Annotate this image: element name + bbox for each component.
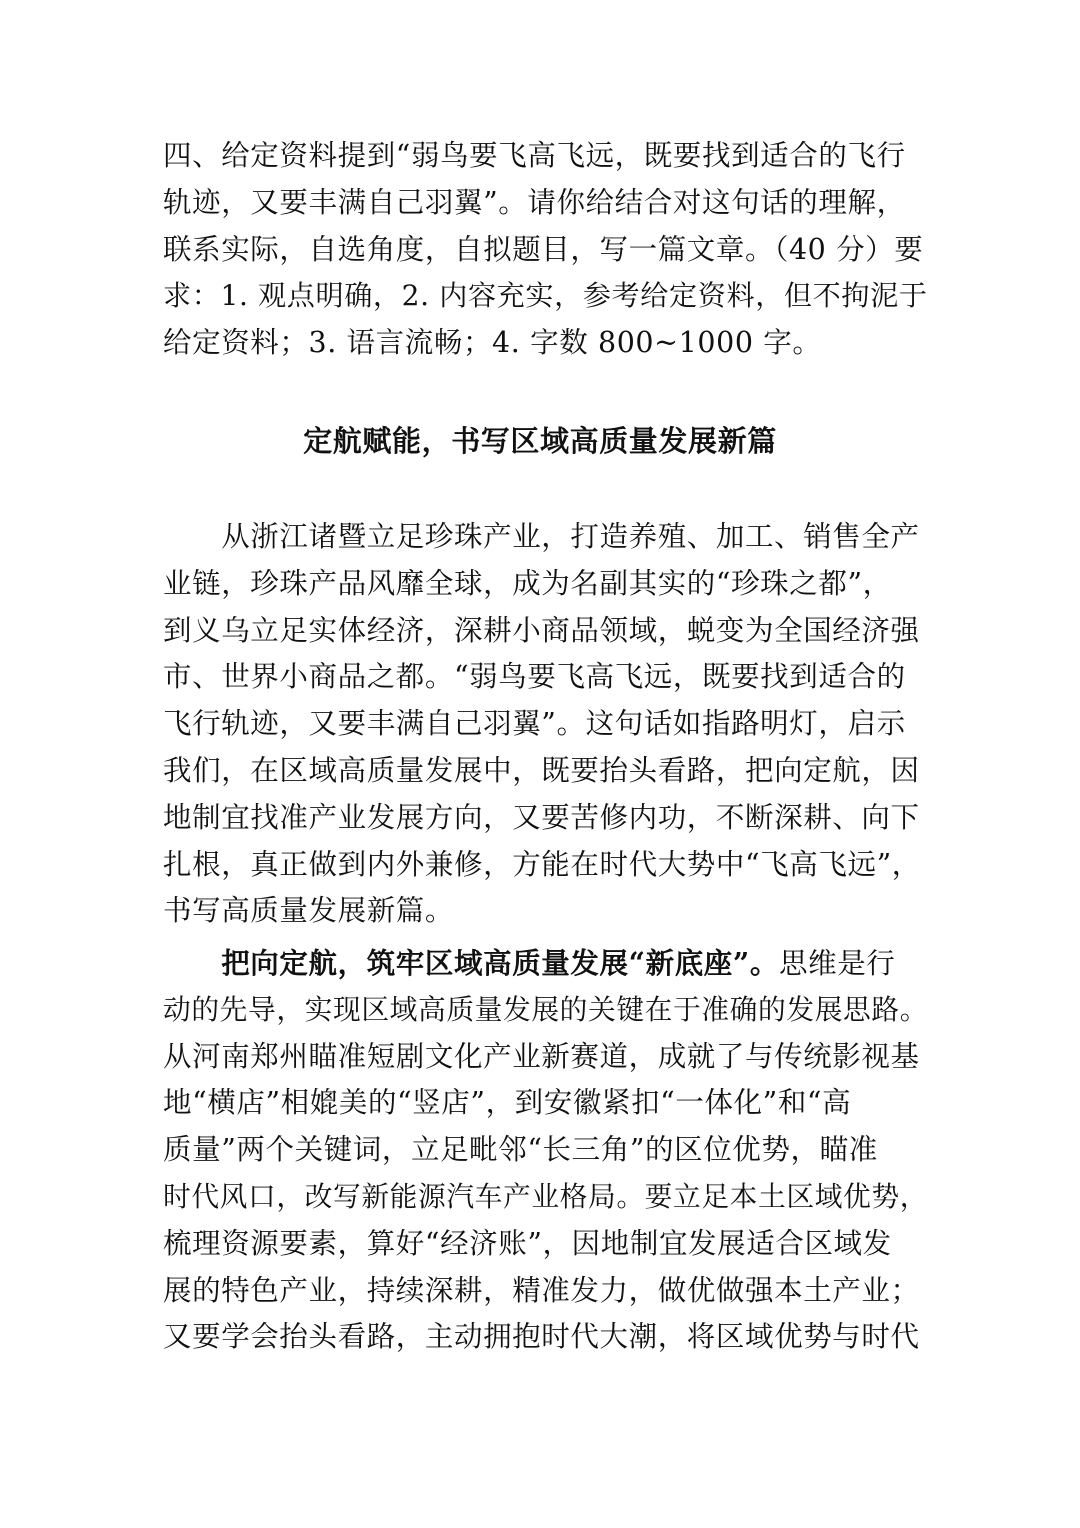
paragraph-line: 从河南郑州瞄准短剧文化产业新赛道，成就了与传统影视基	[163, 1039, 920, 1073]
essay-paragraph-2	[163, 940, 929, 1361]
question-line: 四、给定资料提到“弱鸟要飞高飞远，既要找到适合的飞行	[163, 139, 906, 172]
paragraph-line: 从浙江诸暨立足珍珠产业，打造养殖、加工、销售全产	[163, 520, 920, 553]
paragraph-line: 业链，珍珠产品风靡全球，成为名副其实的“珍珠之都”，	[163, 566, 892, 600]
question-line: 给定资料；3. 语言流畅；4. 字数 800~1000 字。	[163, 326, 822, 360]
paragraph-line: 我们，在区域高质量发展中，既要抬头看路，把向定航，因	[163, 753, 920, 787]
paragraph-line: 地制宜找准产业发展方向，又要苦修内功，不断深耕、向下	[163, 800, 920, 834]
paragraph-heading: 把向定航，筑牢区域高质量发展“新底座”。	[163, 946, 779, 980]
paragraph-line: 扎根，真正做到内外兼修，方能在时代大势中“飞高飞远”，	[163, 847, 921, 881]
paragraph-line: 动的先导，实现区域高质量发展的关键在于准确的发展思路。	[163, 992, 929, 1026]
paragraph-line: 又要学会抬头看路，主动拥抱时代大潮，将区域优势与时代	[163, 1320, 920, 1354]
paragraph-line: 展的特色产业，持续深耕，精准发力，做优做强本土产业；	[163, 1273, 920, 1307]
question-line: 联系实际，自选角度，自拟题目，写一篇文章。（40 分）要	[163, 232, 924, 266]
paragraph-line: 质量”两个关键词，立足毗邻“长三角”的区位优势，瞄准	[163, 1133, 878, 1167]
paragraph-line: 到义乌立足实体经济，深耕小商品领域，蜕变为全国经济强	[163, 613, 920, 647]
paragraph-line: 时代风口，改写新能源汽车产业格局。要立足本土区域优势，	[163, 1179, 929, 1213]
paragraph-line: 梳理资源要素，算好“经济账”，因地制宜发展适合区域发	[163, 1226, 892, 1260]
paragraph-first-line	[163, 940, 923, 987]
paragraph-line: 飞行轨迹，又要丰满自己羽翼”。这句话如指路明灯，启示	[163, 707, 906, 741]
essay-title: 定航赋能，书写区域高质量发展新篇	[303, 424, 777, 458]
question-line: 轨迹，又要丰满自己羽翼”。请你给结合对这句话的理解，	[163, 185, 906, 219]
paragraph-line: 地“横店”相媲美的“竖店”，到安徽紧扣“一体化”和“高	[163, 1086, 852, 1120]
paragraph-line: 市、世界小商品之都。“弱鸟要飞高飞远，既要找到适合的	[163, 660, 906, 694]
paragraph-text: 思维是行	[779, 947, 896, 980]
question-line: 求：1. 观点明确，2. 内容充实，参考给定资料，但不拘泥于	[163, 279, 928, 313]
essay-paragraph-1	[163, 514, 923, 935]
exam-question	[163, 133, 928, 367]
paragraph-line: 书写高质量发展新篇。	[163, 894, 455, 928]
